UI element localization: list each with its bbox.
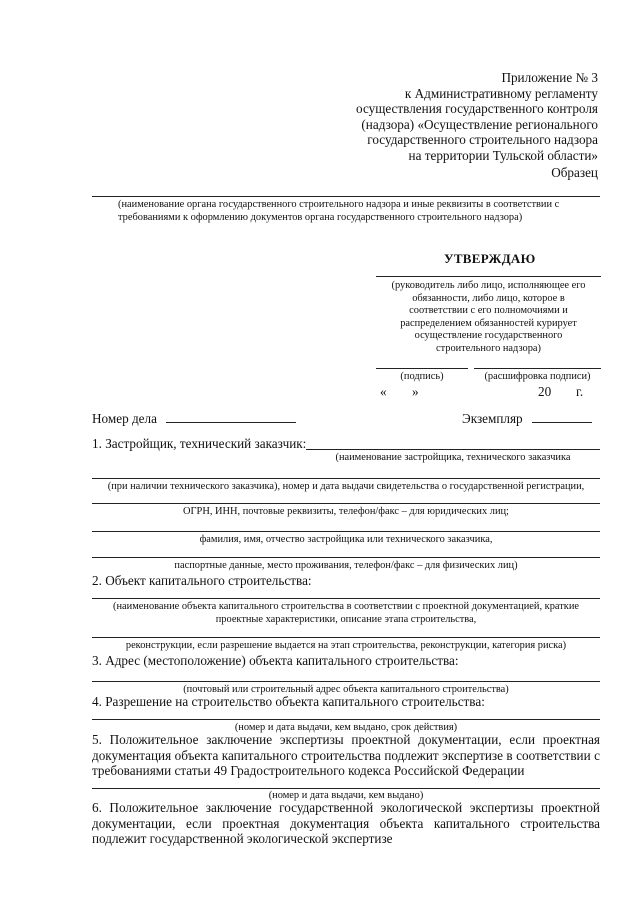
developer-line[interactable] bbox=[92, 503, 600, 504]
sample-label: Образец bbox=[551, 165, 598, 180]
date-quote-open: « bbox=[380, 384, 387, 399]
case-number-row bbox=[92, 411, 296, 427]
object-line[interactable] bbox=[92, 637, 600, 638]
approver-caption bbox=[376, 280, 601, 355]
object-caption: реконструкции, если разрешение выдается на этап строительства, реконструкции, категория риска) bbox=[125, 640, 567, 651]
expertise-caption: (номер и дата выдачи, кем выдано) bbox=[268, 790, 424, 801]
authority-caption-line: (наименование органа государственного строительного надзора и иные реквизиты в соответствии с bbox=[118, 199, 560, 210]
object-caption bbox=[92, 601, 600, 626]
authority-line bbox=[92, 196, 600, 197]
developer-line[interactable] bbox=[306, 449, 600, 450]
signature-caption: (подпись) bbox=[400, 371, 444, 382]
expertise-text: 5. Положительное заключение экспертизы проектной документации, если проектная документация объекта капитального строительства подлежит экспертизе в соответствии с требованиями статьи 49 Градостроительного кодекса Российской Федерации bbox=[92, 732, 600, 778]
header-line: государственного строительного надзора bbox=[367, 132, 598, 148]
object-caption-line: (наименование объекта капитального строительства в соответствии с проектной документацией, краткие bbox=[113, 601, 579, 612]
header-line: к Административному регламенту bbox=[404, 85, 598, 101]
approve-title: УТВЕРЖДАЮ bbox=[444, 251, 536, 266]
approver-caption-line: (руководитель либо лицо, исполняющее его bbox=[391, 280, 586, 291]
case-number-field[interactable] bbox=[166, 422, 296, 423]
approver-caption-line: осуществление государственного bbox=[414, 330, 563, 341]
approver-line bbox=[376, 276, 601, 277]
permit-label: 4. Разрешение на строительство объекта капитального строительства: bbox=[92, 694, 485, 709]
developer-caption: ОГРН, ИНН, почтовые реквизиты, телефон/факс – для юридических лиц; bbox=[183, 506, 509, 517]
date-quote-close: » bbox=[412, 384, 419, 399]
developer-line[interactable] bbox=[92, 557, 600, 558]
date-year-suffix: г. bbox=[576, 384, 584, 399]
header-line: на территории Тульской области» bbox=[408, 147, 598, 163]
permit-caption: (номер и дата выдачи, кем выдано, срок действия) bbox=[234, 722, 458, 733]
approver-caption-line: обязанности, либо лицо, которое в bbox=[412, 292, 565, 304]
expertise-line[interactable] bbox=[92, 788, 600, 789]
permit-line[interactable] bbox=[92, 719, 600, 720]
header-line: осуществления государственного контроля bbox=[356, 101, 598, 117]
copy-label: Экземпляр bbox=[462, 411, 523, 426]
approver-caption-line: строительного надзора) bbox=[436, 342, 541, 354]
developer-caption: фамилия, имя, отчество застройщика или технического заказчика, bbox=[199, 534, 493, 545]
developer-caption: (при наличии технического заказчика), номер и дата выдачи свидетельства о государственной регистрации, bbox=[107, 481, 585, 492]
copy-field[interactable] bbox=[532, 422, 592, 423]
address-line[interactable] bbox=[92, 681, 600, 682]
appendix-header bbox=[278, 70, 598, 164]
object-line[interactable] bbox=[92, 598, 600, 599]
address-label: 3. Адрес (местоположение) объекта капитального строительства: bbox=[92, 653, 459, 668]
authority-caption-line: требованиями к оформлению документов органа государственного строительного надзора) bbox=[118, 211, 523, 223]
approver-caption-line: распределением обязанностей курирует bbox=[400, 317, 577, 329]
copy-row bbox=[462, 411, 592, 427]
eco-expertise-text: 6. Положительное заключение государственной экологической экспертизы проектной документации, если проектная документация объекта капитального строительства подлежит государственной экологической экспертизе bbox=[92, 800, 600, 846]
developer-label: 1. Застройщик, технический заказчик: bbox=[92, 436, 307, 451]
developer-line[interactable] bbox=[92, 531, 600, 532]
developer-caption: паспортные данные, место проживания, телефон/факс – для физических лиц) bbox=[174, 560, 518, 571]
object-label: 2. Объект капитального строительства: bbox=[92, 573, 312, 588]
object-caption-line: проектные характеристики, описание этапа строительства, bbox=[215, 613, 477, 625]
address-caption: (почтовый или строительный адрес объекта капитального строительства) bbox=[183, 684, 509, 695]
header-line: Приложение № 3 bbox=[501, 70, 598, 85]
case-number-label: Номер дела bbox=[92, 411, 157, 426]
approver-caption-line: соответствии с его полномочиями и bbox=[409, 305, 568, 316]
developer-line[interactable] bbox=[92, 478, 600, 479]
decoding-caption: (расшифровка подписи) bbox=[484, 371, 591, 382]
header-line: (надзора) «Осуществление регионального bbox=[361, 116, 598, 132]
signature-line bbox=[376, 368, 468, 369]
date-year-prefix: 20 bbox=[538, 384, 552, 399]
authority-caption bbox=[118, 199, 608, 224]
developer-caption: (наименование застройщика, технического заказчика bbox=[335, 452, 571, 463]
decoding-line bbox=[474, 368, 601, 369]
